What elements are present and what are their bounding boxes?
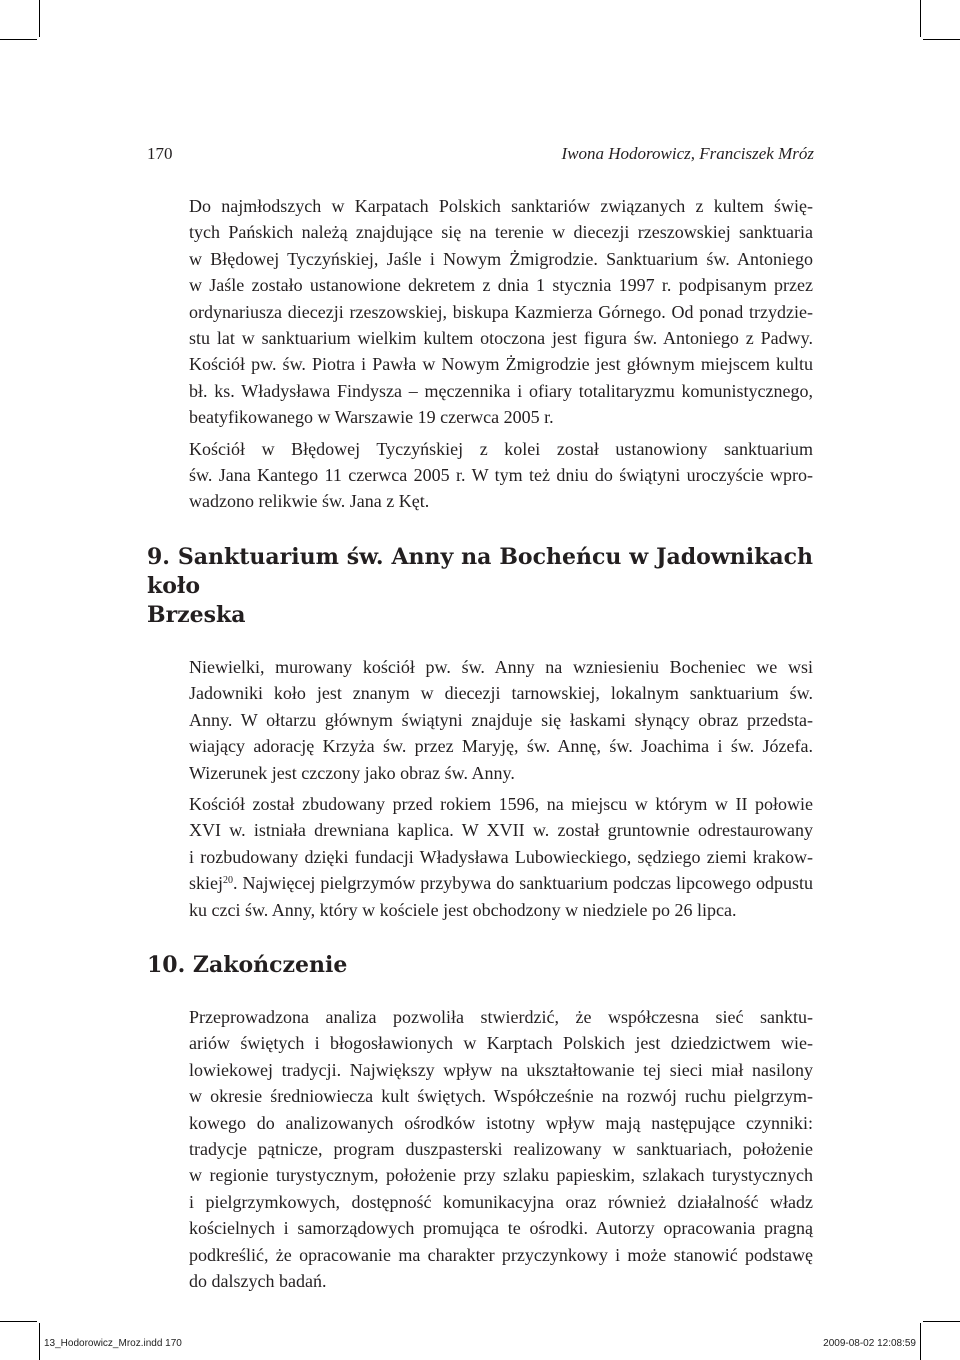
section-heading: 10. Zakończenie (147, 951, 348, 978)
text-line: wadzono relikwie św. Jana z Kęt. (189, 491, 430, 512)
text-line: bł. ks. Władysława Findysza – męczennika i ofiary totalitaryzmu komunistycznego, (189, 380, 813, 401)
text-line: Niewielki, murowany kościół pw. św. Anny na wzniesieniu Bocheniec we wsi (189, 656, 813, 677)
footer-filename: 13_Hodorowicz_Mroz.indd 170 (44, 1338, 182, 1349)
text-line: tych Pańskich należą znajdujące się na terenie w diecezji rzeszowskiej sanktuaria (189, 222, 813, 243)
paragraph (147, 193, 813, 431)
crop-mark (0, 1321, 37, 1322)
text-line: Do najmłodszych w Karpatach Polskich sanktariów związanych z kultem świę- (189, 196, 813, 216)
text-line: tradycje pątnicze, program duszpasterski realizowany w sanktuariach, położenie (189, 1138, 813, 1159)
text-line: lowiekowej tradycji. Największy wpływ na ukształtowanie tej sieci miał nasilony (189, 1059, 813, 1080)
footer-timestamp: 2009-08-02 12:08:59 (823, 1338, 916, 1349)
text-line: do dalszych badań. (189, 1271, 327, 1291)
text-fragment: . Najwięcej pielgrzymów przybywa do sanktuarium podczas lipcowego odpustu (233, 873, 813, 894)
text-line: i rozbudowany dzięki fundacji Władysława Lubowieckiego, sędziego ziemi krakow- (189, 846, 813, 867)
crop-mark (0, 39, 37, 40)
text-line (147, 870, 813, 896)
paragraph (147, 1004, 813, 1294)
crop-mark (923, 1321, 960, 1322)
running-head-authors: Iwona Hodorowicz, Franciszek Mróz (561, 144, 814, 163)
footnote-marker: 20 (223, 875, 233, 887)
text-line: podkreślić, że opracowanie ma charakter przyczynkowy i może stanowić podstawę (189, 1244, 813, 1265)
heading-line: 9. Sanktuarium św. Anny na Bocheńcu w Jadownikach koło (147, 543, 813, 599)
page-body (147, 193, 813, 1294)
text-line: i pielgrzymkowych, dostępność komunikacyjna oraz również działalność władz (189, 1191, 813, 1212)
text-fragment: skiej (189, 873, 223, 894)
text-line: w okresie średniowiecza kult świętych. Współcześnie na rozwój ruchu pielgrzym- (189, 1086, 813, 1107)
crop-mark (39, 1323, 40, 1360)
text-line: św. Jana Kantego 11 czerwca 2005 r. W tym też dniu do świątyni uroczyście wpro- (189, 465, 813, 486)
text-line: Anny. W ołtarzu głównym świątyni znajduje się łaskami słynący obraz przedsta- (189, 709, 813, 730)
text-line: Kościół pw. św. Piotra i Pawła w Nowym Żmigrodzie jest głównym miejscem kultu (189, 354, 813, 375)
text-line: Przeprowadzona analiza pozwoliła stwierdzić, że współczesna sieć sanktu- (189, 1006, 813, 1027)
text-line: ordynariusza diecezji rzeszowskiej, biskupa Kazmierza Górnego. Od ponad trzydzie- (189, 301, 813, 322)
text-line: w Jaśle zostało ustanowione dekretem z dnia 1 stycznia 1997 r. podpisanym przez (189, 275, 813, 296)
paragraph (147, 654, 813, 786)
crop-mark (920, 0, 921, 37)
text-line: beatyfikowanego w Warszawie 19 czerwca 2005 r. (189, 407, 554, 428)
text-line: w Błędowej Tyczyńskiej, Jaśle i Nowym Żmigrodzie. Sanktuarium św. Antoniego (189, 248, 813, 269)
text-line: Jadowniki koło jest znanym w diecezji tarnowskiej, lokalnym sanktuarium św. (189, 683, 813, 704)
text-line: Wizerunek jest czczony jako obraz św. Anny. (189, 762, 515, 783)
text-line: ku czci św. Anny, który w kościele jest obchodzony w niedziele po 26 lipca. (189, 899, 737, 920)
text-line: ariów świętych i błogosławionych w Karptach Polskich jest dziedzictwem wie- (189, 1033, 813, 1054)
text-line: wiający adorację Krzyża św. przez Maryję, św. Annę, św. Joachima i św. Józefa. (189, 736, 813, 757)
text-line: XVI w. istniała drewniana kaplica. W XVII w. został gruntownie odrestaurowany (189, 820, 813, 841)
text-line: stu lat w sanktuarium wielkim kultem otoczona jest figura św. Antoniego z Padwy. (189, 328, 813, 349)
crop-mark (39, 0, 40, 37)
text-line: Kościół został zbudowany przed rokiem 1596, na miejscu w którym w II połowie (189, 793, 813, 814)
crop-mark (920, 1323, 921, 1360)
crop-mark (923, 39, 960, 40)
heading-line: Brzeska (147, 601, 246, 628)
text-line: w regionie turystycznym, położenie przy szlaku papieskim, szlakach turystycznych (189, 1165, 813, 1186)
paragraph (147, 791, 813, 923)
text-line: Kościół w Błędowej Tyczyńskiej z kolei został ustanowiony sanktuarium (189, 438, 813, 459)
paragraph (147, 436, 813, 515)
page-number: 170 (147, 144, 173, 163)
text-line: kowego do analizowanych ośrodków istotny wpływ mają następujące czynniki: (189, 1112, 813, 1133)
section-heading (147, 543, 813, 630)
text-line: kościelnych i samorządowych promująca te ośrodki. Autorzy opracowania pragną (189, 1218, 813, 1239)
